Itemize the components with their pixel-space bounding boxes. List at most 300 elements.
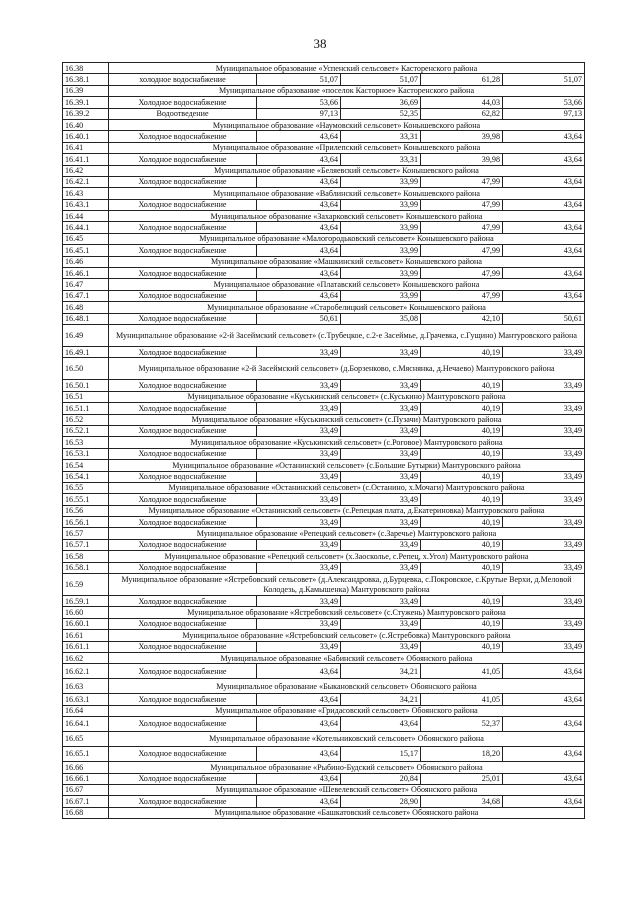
service-name: Холодное водоснабжение bbox=[109, 618, 257, 629]
value-cell: 33,49 bbox=[503, 618, 585, 629]
value-cell: 43,64 bbox=[257, 199, 341, 210]
municipality-name: Муниципальное образование «Куськинский сельсовет» (с.Пузачи) Мантуровского района bbox=[109, 414, 585, 425]
section-header-row bbox=[63, 414, 585, 425]
page-number: 38 bbox=[313, 36, 327, 51]
row-number: 16.60 bbox=[63, 607, 109, 618]
municipality-name: Муниципальное образование «Куськинский сельсовет» (с.Куськино) Мантуровского района bbox=[109, 391, 585, 402]
municipality-name: Муниципальное образование «Платавский сельсовет» Конышевского района bbox=[109, 279, 585, 290]
value-cell: 33,99 bbox=[341, 290, 421, 301]
row-number: 16.57 bbox=[63, 528, 109, 539]
row-number: 16.54 bbox=[63, 460, 109, 471]
municipality-name: Муниципальное образование «Ваблинский сельсовет» Конышевского района bbox=[109, 188, 585, 199]
service-name: Холодное водоснабжение bbox=[109, 154, 257, 165]
section-header-row bbox=[63, 142, 585, 153]
value-cell: 51,07 bbox=[503, 74, 585, 85]
value-cell: 43,64 bbox=[257, 773, 341, 784]
value-cell: 43,64 bbox=[257, 290, 341, 301]
row-number: 16.64.1 bbox=[63, 717, 109, 732]
table-row bbox=[63, 199, 585, 210]
row-number: 16.46.1 bbox=[63, 268, 109, 279]
value-cell: 40,19 bbox=[421, 596, 503, 607]
service-name: Холодное водоснабжение bbox=[109, 403, 257, 414]
row-number: 16.39.1 bbox=[63, 97, 109, 108]
municipality-name: Муниципальное образование «Быкановский сельсовет» Обоянского района bbox=[109, 679, 585, 694]
value-cell: 47,99 bbox=[421, 222, 503, 233]
row-number: 16.47.1 bbox=[63, 290, 109, 301]
service-name: Холодное водоснабжение bbox=[109, 773, 257, 784]
table-row bbox=[63, 74, 585, 85]
value-cell: 20,84 bbox=[341, 773, 421, 784]
table-row bbox=[63, 448, 585, 459]
value-cell: 33,49 bbox=[257, 562, 341, 573]
municipality-name: Муниципальное образование «Машкинский сельсовет» Конышевского района bbox=[109, 256, 585, 267]
municipality-name: Муниципальное образование «Башкатовский сельсовет» Обоянского района bbox=[109, 807, 585, 818]
value-cell: 43,64 bbox=[257, 154, 341, 165]
value-cell: 50,61 bbox=[503, 313, 585, 324]
value-cell: 33,49 bbox=[341, 380, 421, 391]
row-number: 16.50.1 bbox=[63, 380, 109, 391]
table-row bbox=[63, 562, 585, 573]
service-name: Холодное водоснабжение bbox=[109, 131, 257, 142]
value-cell: 33,49 bbox=[503, 448, 585, 459]
row-number: 16.65.1 bbox=[63, 747, 109, 762]
table-row bbox=[63, 747, 585, 762]
municipality-name: Муниципальное образование «2-й Засеймский сельсовет» (с.Трубецкое, с.2-е Засеймье, д.Грачевка, с.Гущино) Мантуровского района bbox=[109, 324, 585, 346]
table-row bbox=[63, 596, 585, 607]
row-number: 16.60.1 bbox=[63, 618, 109, 629]
value-cell: 33,49 bbox=[257, 517, 341, 528]
value-cell: 43,64 bbox=[503, 222, 585, 233]
table-row bbox=[63, 517, 585, 528]
municipality-name: Муниципальное образование «Репецкий сельсовет» (х.Заосколье, с.Репец, х.Угол) Мантуровского района bbox=[109, 551, 585, 562]
value-cell: 33,49 bbox=[503, 596, 585, 607]
table-row bbox=[63, 290, 585, 301]
value-cell: 43,64 bbox=[341, 717, 421, 732]
row-number: 16.63.1 bbox=[63, 694, 109, 705]
value-cell: 33,99 bbox=[341, 245, 421, 256]
value-cell: 40,19 bbox=[421, 618, 503, 629]
row-number: 16.66.1 bbox=[63, 773, 109, 784]
value-cell: 40,19 bbox=[421, 448, 503, 459]
value-cell: 33,99 bbox=[341, 199, 421, 210]
row-number: 16.42 bbox=[63, 165, 109, 176]
service-name: Холодное водоснабжение bbox=[109, 425, 257, 436]
value-cell: 40,19 bbox=[421, 471, 503, 482]
value-cell: 33,49 bbox=[341, 539, 421, 550]
row-number: 16.56 bbox=[63, 505, 109, 516]
value-cell: 43,64 bbox=[503, 245, 585, 256]
row-number: 16.55.1 bbox=[63, 494, 109, 505]
table-row bbox=[63, 313, 585, 324]
section-header-row bbox=[63, 256, 585, 267]
value-cell: 33,49 bbox=[503, 403, 585, 414]
value-cell: 40,19 bbox=[421, 403, 503, 414]
service-name: Холодное водоснабжение bbox=[109, 448, 257, 459]
section-header-row bbox=[63, 358, 585, 380]
value-cell: 36,69 bbox=[341, 97, 421, 108]
value-cell: 33,49 bbox=[503, 380, 585, 391]
value-cell: 35,08 bbox=[341, 313, 421, 324]
service-name: Холодное водоснабжение bbox=[109, 664, 257, 679]
value-cell: 33,49 bbox=[257, 403, 341, 414]
table-row bbox=[63, 131, 585, 142]
table-row bbox=[63, 346, 585, 357]
value-cell: 52,35 bbox=[341, 108, 421, 119]
municipality-name: Муниципальное образование «Захарковский сельсовет» Конышевского района bbox=[109, 211, 585, 222]
section-header-row bbox=[63, 679, 585, 694]
row-number: 16.40.1 bbox=[63, 131, 109, 142]
row-number: 16.61.1 bbox=[63, 641, 109, 652]
row-number: 16.59.1 bbox=[63, 596, 109, 607]
municipality-name: Муниципальное образование «Малогородьковский сельсовет» Конышевского района bbox=[109, 233, 585, 244]
service-name: Холодное водоснабжение bbox=[109, 494, 257, 505]
row-number: 16.41 bbox=[63, 142, 109, 153]
value-cell: 51,07 bbox=[341, 74, 421, 85]
row-number: 16.54.1 bbox=[63, 471, 109, 482]
value-cell: 33,49 bbox=[503, 425, 585, 436]
value-cell: 43,64 bbox=[503, 154, 585, 165]
value-cell: 33,99 bbox=[341, 222, 421, 233]
municipality-name: Муниципальное образование «Старобелицкий сельсовет» Конышевского района bbox=[109, 302, 585, 313]
table-row bbox=[63, 796, 585, 807]
value-cell: 25,01 bbox=[421, 773, 503, 784]
municipality-name: Муниципальное образование «Репецкий сельсовет» (с.Заречье) Мантуровского района bbox=[109, 528, 585, 539]
value-cell: 47,99 bbox=[421, 199, 503, 210]
value-cell: 43,64 bbox=[257, 796, 341, 807]
row-number: 16.52.1 bbox=[63, 425, 109, 436]
value-cell: 33,99 bbox=[341, 268, 421, 279]
tariff-table bbox=[62, 62, 585, 819]
municipality-name: Муниципальное образование «Шевелевский сельсовет» Обоянского района bbox=[109, 784, 585, 795]
table-row bbox=[63, 494, 585, 505]
table-row bbox=[63, 403, 585, 414]
row-number: 16.58.1 bbox=[63, 562, 109, 573]
value-cell: 33,49 bbox=[341, 425, 421, 436]
service-name: Холодное водоснабжение bbox=[109, 747, 257, 762]
service-name: Холодное водоснабжение bbox=[109, 596, 257, 607]
row-number: 16.61 bbox=[63, 630, 109, 641]
value-cell: 33,49 bbox=[503, 346, 585, 357]
section-header-row bbox=[63, 233, 585, 244]
row-number: 16.48 bbox=[63, 302, 109, 313]
row-number: 16.42.1 bbox=[63, 176, 109, 187]
service-name: Холодное водоснабжение bbox=[109, 717, 257, 732]
table-row bbox=[63, 245, 585, 256]
municipality-name: Муниципальное образование «2-й Засеймский сельсовет» (д.Борзенково, с.Мяснянка, д.Нечаево) Мантуровского района bbox=[109, 358, 585, 380]
value-cell: 33,49 bbox=[341, 596, 421, 607]
value-cell: 43,64 bbox=[257, 664, 341, 679]
row-number: 16.46 bbox=[63, 256, 109, 267]
value-cell: 39,98 bbox=[421, 131, 503, 142]
value-cell: 33,49 bbox=[257, 641, 341, 652]
value-cell: 41,05 bbox=[421, 694, 503, 705]
row-number: 16.44 bbox=[63, 211, 109, 222]
value-cell: 43,64 bbox=[503, 664, 585, 679]
row-number: 16.56.1 bbox=[63, 517, 109, 528]
value-cell: 43,64 bbox=[503, 131, 585, 142]
value-cell: 33,49 bbox=[503, 641, 585, 652]
value-cell: 33,49 bbox=[257, 596, 341, 607]
service-name: Холодное водоснабжение bbox=[109, 199, 257, 210]
municipality-name: Муниципальное образование «Куськинский сельсовет» (с.Роговое) Мантуровского района bbox=[109, 437, 585, 448]
municipality-name: Муниципальное образование «Останинский сельсовет» (с.Репецкая плата, д.Екатериновка) Мантуровского района bbox=[109, 505, 585, 516]
section-header-row bbox=[63, 630, 585, 641]
section-header-row bbox=[63, 119, 585, 130]
value-cell: 52,37 bbox=[421, 717, 503, 732]
value-cell: 43,64 bbox=[257, 268, 341, 279]
value-cell: 47,99 bbox=[421, 245, 503, 256]
row-number: 16.39.2 bbox=[63, 108, 109, 119]
municipality-name: Муниципальное образование «поселок Касторное» Касторенского района bbox=[109, 85, 585, 96]
value-cell: 43,64 bbox=[503, 773, 585, 784]
service-name: Холодное водоснабжение bbox=[109, 268, 257, 279]
table-row bbox=[63, 641, 585, 652]
row-number: 16.52 bbox=[63, 414, 109, 425]
row-number: 16.38 bbox=[63, 63, 109, 74]
row-number: 16.40 bbox=[63, 119, 109, 130]
service-name: Холодное водоснабжение bbox=[109, 641, 257, 652]
section-header-row bbox=[63, 607, 585, 618]
row-number: 16.59 bbox=[63, 574, 109, 596]
table-row bbox=[63, 268, 585, 279]
section-header-row bbox=[63, 302, 585, 313]
value-cell: 33,49 bbox=[257, 425, 341, 436]
section-header-row bbox=[63, 188, 585, 199]
value-cell: 43,64 bbox=[257, 176, 341, 187]
value-cell: 40,19 bbox=[421, 380, 503, 391]
service-name: Холодное водоснабжение bbox=[109, 796, 257, 807]
value-cell: 33,49 bbox=[257, 471, 341, 482]
service-name: Холодное водоснабжение bbox=[109, 380, 257, 391]
row-number: 16.45.1 bbox=[63, 245, 109, 256]
value-cell: 43,64 bbox=[503, 199, 585, 210]
value-cell: 51,07 bbox=[257, 74, 341, 85]
row-number: 16.50 bbox=[63, 358, 109, 380]
row-number: 16.64 bbox=[63, 705, 109, 716]
service-name: холодное водоснабжение bbox=[109, 74, 257, 85]
value-cell: 33,49 bbox=[503, 494, 585, 505]
row-number: 16.39 bbox=[63, 85, 109, 96]
municipality-name: Муниципальное образование «Ястребовский сельсовет» (с.Стужень) Мантуровского района bbox=[109, 607, 585, 618]
value-cell: 43,64 bbox=[257, 717, 341, 732]
value-cell: 33,49 bbox=[341, 494, 421, 505]
municipality-name: Муниципальное образование «Останинский сельсовет» (с.Останино, х.Мочаги) Мантуровского района bbox=[109, 482, 585, 493]
section-header-row bbox=[63, 63, 585, 74]
section-header-row bbox=[63, 574, 585, 596]
section-header-row bbox=[63, 784, 585, 795]
municipality-name: Муниципальное образование «Ястребовский сельсовет» (д.Александровка, д.Бурцевка, с.Покровское, с.Крутые Верхи, д.Меловой Колодезь, д.Камышенка) Мантуровского района bbox=[109, 574, 585, 596]
value-cell: 33,49 bbox=[503, 562, 585, 573]
value-cell: 43,64 bbox=[257, 747, 341, 762]
service-name: Холодное водоснабжение bbox=[109, 517, 257, 528]
value-cell: 43,64 bbox=[503, 290, 585, 301]
row-number: 16.47 bbox=[63, 279, 109, 290]
value-cell: 53,66 bbox=[257, 97, 341, 108]
row-number: 16.51 bbox=[63, 391, 109, 402]
section-header-row bbox=[63, 732, 585, 747]
value-cell: 43,64 bbox=[503, 176, 585, 187]
service-name: Холодное водоснабжение bbox=[109, 176, 257, 187]
service-name: Холодное водоснабжение bbox=[109, 694, 257, 705]
value-cell: 33,49 bbox=[257, 494, 341, 505]
row-number: 16.57.1 bbox=[63, 539, 109, 550]
value-cell: 43,64 bbox=[257, 222, 341, 233]
section-header-row bbox=[63, 165, 585, 176]
table-row bbox=[63, 539, 585, 550]
table-row bbox=[63, 425, 585, 436]
value-cell: 33,49 bbox=[257, 539, 341, 550]
municipality-name: Муниципальное образование «Наумовский сельсовет» Конышевского района bbox=[109, 119, 585, 130]
row-number: 16.49.1 bbox=[63, 346, 109, 357]
value-cell: 18,20 bbox=[421, 747, 503, 762]
section-header-row bbox=[63, 391, 585, 402]
section-header-row bbox=[63, 505, 585, 516]
tariff-table-body bbox=[63, 63, 585, 819]
row-number: 16.41.1 bbox=[63, 154, 109, 165]
value-cell: 33,49 bbox=[341, 562, 421, 573]
row-number: 16.45 bbox=[63, 233, 109, 244]
value-cell: 41,05 bbox=[421, 664, 503, 679]
value-cell: 34,21 bbox=[341, 664, 421, 679]
value-cell: 43,64 bbox=[503, 796, 585, 807]
value-cell: 42,10 bbox=[421, 313, 503, 324]
value-cell: 34,21 bbox=[341, 694, 421, 705]
row-number: 16.67 bbox=[63, 784, 109, 795]
row-number: 16.51.1 bbox=[63, 403, 109, 414]
value-cell: 62,82 bbox=[421, 108, 503, 119]
value-cell: 40,19 bbox=[421, 539, 503, 550]
value-cell: 40,19 bbox=[421, 641, 503, 652]
row-number: 16.53.1 bbox=[63, 448, 109, 459]
table-row bbox=[63, 108, 585, 119]
row-number: 16.49 bbox=[63, 324, 109, 346]
value-cell: 33,49 bbox=[341, 517, 421, 528]
row-number: 16.55 bbox=[63, 482, 109, 493]
value-cell: 34,68 bbox=[421, 796, 503, 807]
municipality-name: Муниципальное образование «Гридасовский сельсовет» Обоянского района bbox=[109, 705, 585, 716]
section-header-row bbox=[63, 211, 585, 222]
value-cell: 39,98 bbox=[421, 154, 503, 165]
value-cell: 15,17 bbox=[341, 747, 421, 762]
section-header-row bbox=[63, 762, 585, 773]
value-cell: 33,49 bbox=[503, 517, 585, 528]
municipality-name: Муниципальное образование «Котельниковский сельсовет» Обоянского района bbox=[109, 732, 585, 747]
value-cell: 47,99 bbox=[421, 290, 503, 301]
municipality-name: Муниципальное образование «Беляевский сельсовет» Конышевского района bbox=[109, 165, 585, 176]
service-name: Холодное водоснабжение bbox=[109, 97, 257, 108]
value-cell: 43,64 bbox=[503, 268, 585, 279]
section-header-row bbox=[63, 279, 585, 290]
table-row bbox=[63, 176, 585, 187]
municipality-name: Муниципальное образование «Успенский сельсовет» Касторенского района bbox=[109, 63, 585, 74]
service-name: Холодное водоснабжение bbox=[109, 539, 257, 550]
value-cell: 47,99 bbox=[421, 176, 503, 187]
table-row bbox=[63, 471, 585, 482]
row-number: 16.58 bbox=[63, 551, 109, 562]
service-name: Холодное водоснабжение bbox=[109, 313, 257, 324]
value-cell: 43,64 bbox=[257, 245, 341, 256]
table-row bbox=[63, 380, 585, 391]
service-name: Холодное водоснабжение bbox=[109, 245, 257, 256]
value-cell: 33,49 bbox=[257, 380, 341, 391]
value-cell: 33,49 bbox=[257, 448, 341, 459]
row-number: 16.62 bbox=[63, 652, 109, 663]
row-number: 16.38.1 bbox=[63, 74, 109, 85]
section-header-row bbox=[63, 807, 585, 818]
row-number: 16.62.1 bbox=[63, 664, 109, 679]
table-row bbox=[63, 154, 585, 165]
value-cell: 33,31 bbox=[341, 131, 421, 142]
value-cell: 40,19 bbox=[421, 562, 503, 573]
service-name: Холодное водоснабжение bbox=[109, 471, 257, 482]
value-cell: 43,64 bbox=[257, 694, 341, 705]
row-number: 16.68 bbox=[63, 807, 109, 818]
section-header-row bbox=[63, 652, 585, 663]
value-cell: 28,90 bbox=[341, 796, 421, 807]
service-name: Холодное водоснабжение bbox=[109, 562, 257, 573]
value-cell: 97,13 bbox=[503, 108, 585, 119]
section-header-row bbox=[63, 85, 585, 96]
row-number: 16.53 bbox=[63, 437, 109, 448]
section-header-row bbox=[63, 482, 585, 493]
value-cell: 47,99 bbox=[421, 268, 503, 279]
table-row bbox=[63, 97, 585, 108]
value-cell: 33,31 bbox=[341, 154, 421, 165]
row-number: 16.48.1 bbox=[63, 313, 109, 324]
municipality-name: Муниципальное образование «Ястребовский сельсовет» (с.Ястребовка) Мантуровского района bbox=[109, 630, 585, 641]
value-cell: 33,49 bbox=[503, 539, 585, 550]
value-cell: 33,49 bbox=[341, 346, 421, 357]
value-cell: 43,64 bbox=[503, 747, 585, 762]
table-row bbox=[63, 664, 585, 679]
table-row bbox=[63, 717, 585, 732]
value-cell: 33,49 bbox=[341, 618, 421, 629]
municipality-name: Муниципальное образование «Останинский сельсовет» (с.Большие Бутырки) Мантуровского района bbox=[109, 460, 585, 471]
value-cell: 33,49 bbox=[341, 471, 421, 482]
value-cell: 40,19 bbox=[421, 346, 503, 357]
section-header-row bbox=[63, 437, 585, 448]
value-cell: 33,49 bbox=[341, 448, 421, 459]
value-cell: 97,13 bbox=[257, 108, 341, 119]
value-cell: 40,19 bbox=[421, 494, 503, 505]
value-cell: 61,28 bbox=[421, 74, 503, 85]
section-header-row bbox=[63, 705, 585, 716]
value-cell: 44,03 bbox=[421, 97, 503, 108]
value-cell: 43,64 bbox=[503, 717, 585, 732]
value-cell: 33,49 bbox=[257, 618, 341, 629]
value-cell: 50,61 bbox=[257, 313, 341, 324]
municipality-name: Муниципальное образование «Рыбино-Будский сельсовет» Обоянского района bbox=[109, 762, 585, 773]
row-number: 16.44.1 bbox=[63, 222, 109, 233]
service-name: Холодное водоснабжение bbox=[109, 290, 257, 301]
table-row bbox=[63, 773, 585, 784]
row-number: 16.43.1 bbox=[63, 199, 109, 210]
municipality-name: Муниципальное образование «Бабинский сельсовет» Обоянского района bbox=[109, 652, 585, 663]
table-row bbox=[63, 618, 585, 629]
value-cell: 43,64 bbox=[503, 694, 585, 705]
row-number: 16.66 bbox=[63, 762, 109, 773]
row-number: 16.65 bbox=[63, 732, 109, 747]
value-cell: 43,64 bbox=[257, 131, 341, 142]
value-cell: 33,49 bbox=[341, 641, 421, 652]
section-header-row bbox=[63, 460, 585, 471]
value-cell: 33,99 bbox=[341, 176, 421, 187]
section-header-row bbox=[63, 324, 585, 346]
table-row bbox=[63, 694, 585, 705]
value-cell: 33,49 bbox=[341, 403, 421, 414]
service-name: Холодное водоснабжение bbox=[109, 346, 257, 357]
service-name: Холодное водоснабжение bbox=[109, 222, 257, 233]
